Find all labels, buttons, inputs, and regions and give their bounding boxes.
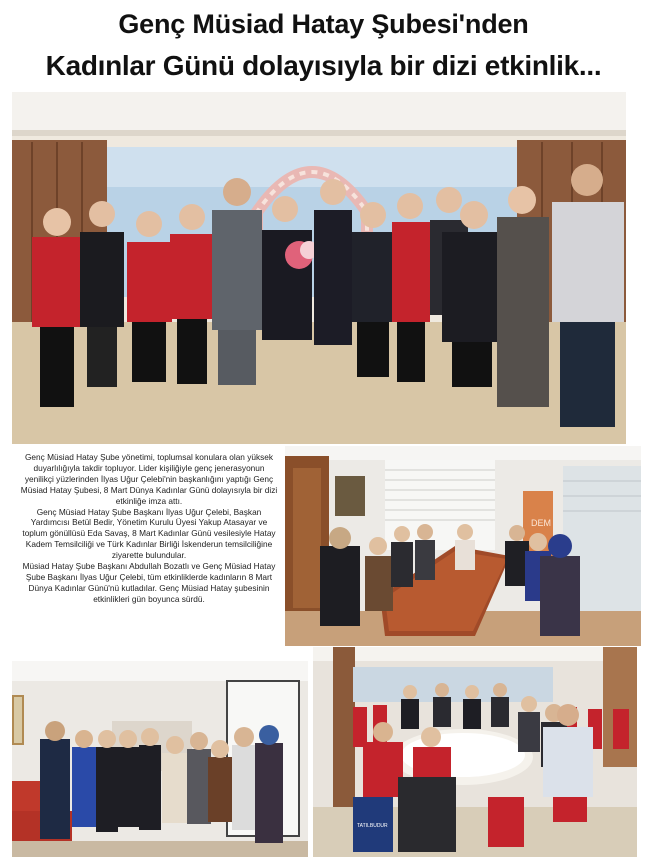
article-paragraph: Müsiad Hatay Şube Başkanı Abdullah Bozatlı ve Genç Müsiad Hatay Şube Başkanı İlyas Uğur Çelebi, tüm etkinliklerde kadınların 8 Mart Dünya Kadınlar Günü'nü kutladılar. Genç Müsiad Hatay şubesinin etkinlikleri gün boyunca sürdü.: [22, 561, 276, 604]
group-photo-flower-arch: [12, 92, 626, 444]
article-body: [20, 452, 278, 652]
headline-line-1: Genç Müsiad Hatay Şubesi'nden: [118, 9, 529, 39]
dinner-table-drawing: [313, 647, 637, 857]
headline-line-2: Kadınlar Günü dolayısıyla bir dizi etkinlik...: [45, 50, 602, 81]
dinner-bag-logo: TATILBUDUR: [357, 823, 388, 829]
office-group-photo: [12, 661, 308, 857]
article-paragraph: Genç Müsiad Hatay Şube yönetimi, toplumsal konulara olan yüksek duyarlılığıyla takdir topluyor. Lider kişiliğiyle genç jenerasyonun yenilikçi yüzlerinden İlyas Uğur Çelebi'nin başkanlığını yaptığı Genç Müsiad Hatay Şubesi, 8 Mart Dünya Kadınlar Günü dolayısıyla bir dizi etkinliğe imza attı.: [20, 452, 278, 506]
dinner-table-photo: [313, 647, 637, 857]
office-group-drawing: [12, 661, 308, 857]
article-paragraph: Genç Müsiad Hatay Şube Başkanı İlyas Uğur Çelebi, Başkan Yardımcısı Betül Bedir, Yönetim Kurulu Üyesi Yakup Atasayar ve toplum gönüllüsü Eda Savaş, 8 Mart Kadınlar Günü vesilesiyle Hatay Kadem Temsilciliği ve Türk Kadınlar Birliği İskenderun temsilciliğine ziyarette bulundular.: [22, 506, 276, 561]
meeting-room-drawing: [285, 446, 641, 646]
meeting-wall-sign: DEM: [531, 518, 551, 528]
meeting-room-photo: [285, 446, 641, 646]
group-photo-drawing: [12, 92, 626, 444]
